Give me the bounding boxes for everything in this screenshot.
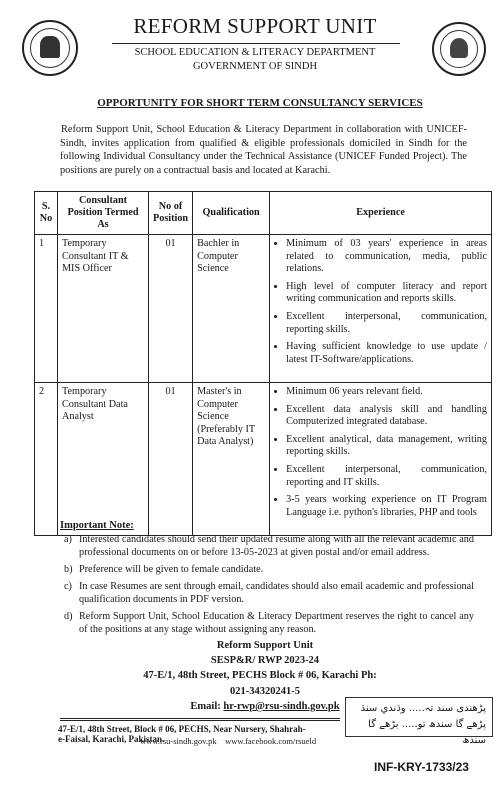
row-sno: 1 <box>35 235 58 383</box>
urdu-slogan-box <box>345 697 493 746</box>
row-position: Temporary Consultant IT & MIS Officer <box>58 235 149 383</box>
row-count: 01 <box>149 383 193 536</box>
experience-item: • Excellent interpersonal, communication, reporting and IT skills. <box>286 464 487 489</box>
opportunity-heading: OPPORTUNITY FOR SHORT TERM CONSULTANCY SERVICES <box>97 97 423 109</box>
contact-email-line <box>170 701 360 712</box>
contact-office: Reform Support Unit <box>216 640 314 651</box>
experience-item: • Minimum of 03 years' experience in areas related to communication, media, public relations. <box>286 238 487 276</box>
email-link[interactable]: hr-rwp@rsu-sindh.gov.pk <box>223 701 340 712</box>
department-name: SCHOOL EDUCATION & LITERACY DEPARTMENT <box>134 47 376 58</box>
important-note-list <box>64 533 474 640</box>
header-experience: Experience <box>270 192 492 235</box>
table-header-row <box>35 192 492 235</box>
experience-item: • Excellent data analysis skill and handling Computerized integrated database. <box>286 404 487 429</box>
footer-divider <box>60 718 340 719</box>
header-count: No of Position <box>149 192 193 235</box>
row-qualification: Master's in Computer Science (Preferably IT Data Analyst) <box>193 383 270 536</box>
contact-phone: 021-34320241-5 <box>230 686 300 697</box>
footer-address: 47-E/1, 48th Street, Block # 06, PECHS, Near Nursery, Shahrah-e-Faisal, Karachi, Pakistan. <box>58 724 306 744</box>
organization-title: REFORM SUPPORT UNIT <box>133 14 377 38</box>
footer-links <box>140 736 360 746</box>
row-qualification: Bachler in Computer Science <box>193 235 270 383</box>
note-text: Reform Support Unit, School Education & Literacy Department reserves the right to cancel any of the positions at any stage without assigning any reason. <box>79 611 474 635</box>
rsu-logo <box>432 22 486 76</box>
header-position: Consultant Position Termed As <box>58 192 149 235</box>
note-item <box>64 563 474 576</box>
row-sno: 2 <box>35 383 58 536</box>
note-letter: c) <box>64 581 72 592</box>
experience-item: • Excellent analytical, data management, writing reporting skills. <box>286 434 487 459</box>
row-count: 01 <box>149 235 193 383</box>
email-label: Email: <box>190 701 221 712</box>
contact-ref: SESP&R/ RWP 2023-24 <box>210 655 320 666</box>
header-divider <box>112 43 400 44</box>
table-row <box>35 383 492 536</box>
urdu-slogan-line: پڑھندی سند تہ..... وڌندي سنڌ <box>360 703 486 714</box>
row-experience <box>270 383 492 536</box>
note-text: Preference will be given to female candidate. <box>79 564 264 575</box>
intro-paragraph: Reform Support Unit, School Education & Literacy Department in collaboration with UNICEF-Sindh, invites application from qualified & eligible professionals domiciled in Sindh for the following Individual Consultancy under the Technical Assistance (UNICEF Funded Project). The positions are purely on a contractual basis and located at Karachi. <box>60 124 467 176</box>
note-letter: d) <box>64 611 73 622</box>
note-item <box>64 580 474 606</box>
sindh-government-seal <box>22 20 78 76</box>
experience-item: • Minimum 06 years relevant field. <box>286 386 487 399</box>
note-text: Interested candidates should send their updated resume along with all the relevant academic and professional documents on or before 13-05-2023 at given postal and/or email address. <box>79 534 474 558</box>
urdu-slogan-line: پڑھے گا سندھ تو..... بڑھے گا سندھ <box>368 719 486 746</box>
experience-item: • Excellent interpersonal, communication, reporting skills. <box>286 311 487 336</box>
note-letter: a) <box>64 534 72 545</box>
footer-divider <box>60 720 340 721</box>
government-name: GOVERNMENT OF SINDH <box>192 61 318 72</box>
contact-address: 47-E/1, 48th Street, PECHS Block # 06, Karachi Ph: <box>143 670 377 681</box>
positions-table <box>34 191 492 536</box>
reference-code: INF-KRY-1733/23 <box>374 760 469 774</box>
note-letter: b) <box>64 564 73 575</box>
important-note-heading: Important Note: <box>60 520 134 531</box>
header-sno: S. No <box>35 192 58 235</box>
facebook-link[interactable]: www.facebook.com/rsueld <box>225 736 317 746</box>
note-text: In case Resumes are sent through email, candidates should also email academic and professional qualification documents in PDF version. <box>79 581 474 605</box>
experience-item: • Having sufficient knowledge to use update / latest IT-Software/applications. <box>286 341 487 366</box>
experience-item: • 3-5 years working experience on IT Program Language i.e. python's libraries, PHP and tools <box>286 494 487 519</box>
row-experience <box>270 235 492 383</box>
header-qualification: Qualification <box>193 192 270 235</box>
note-item <box>64 533 474 559</box>
experience-item: • High level of computer literacy and report writing communication and reports skills. <box>286 281 487 306</box>
row-position: Temporary Consultant Data Analyst <box>58 383 149 536</box>
website-link[interactable]: www.rsu-sindh.gov.pk <box>140 736 217 746</box>
note-item <box>64 610 474 636</box>
table-row <box>35 235 492 383</box>
